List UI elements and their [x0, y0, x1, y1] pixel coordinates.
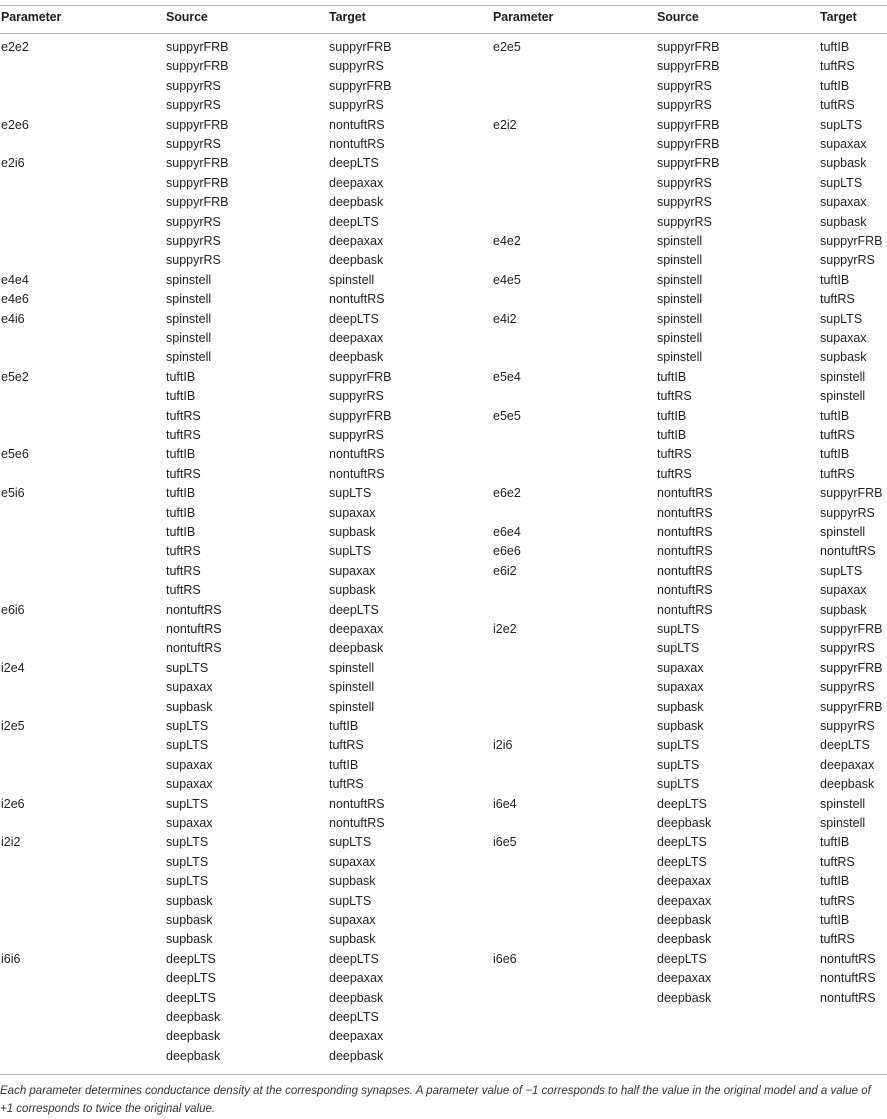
cell-right-parameter: e5e4: [493, 369, 521, 384]
cell-right-source: nontuftRS: [657, 583, 713, 598]
cell-right-target: tuftRS: [820, 98, 855, 113]
cell-right-target: tuftIB: [820, 835, 850, 850]
cell-left-source: supLTS: [166, 738, 209, 753]
cell-right-source: nontuftRS: [657, 486, 713, 501]
cell-left-parameter: e4e6: [1, 292, 29, 307]
cell-left-source: supaxax: [166, 816, 213, 830]
header-parameter-left: Parameter: [1, 10, 62, 24]
cell-left-target: deepbask: [329, 195, 384, 210]
cell-left-source: spinstell: [166, 292, 212, 307]
cell-right-target: suppyrRS: [820, 505, 875, 520]
cell-left-source: tuftRS: [166, 544, 201, 559]
cell-left-target: deepbask: [329, 641, 384, 656]
cell-left-target: supaxax: [329, 505, 376, 520]
cell-right-target: supLTS: [820, 117, 863, 132]
cell-left-target: deepbask: [329, 350, 384, 365]
cell-left-target: nontuftRS: [329, 137, 385, 151]
cell-left-target: deepaxax: [329, 1029, 384, 1044]
cell-right-source: suppyrRS: [657, 175, 712, 190]
cell-left-target: nontuftRS: [329, 466, 385, 481]
cell-right-source: suppyrFRB: [657, 40, 720, 54]
cell-left-source: spinstell: [166, 331, 212, 345]
cell-right-target: suppyrFRB: [820, 234, 883, 248]
cell-right-target: tuftRS: [820, 59, 855, 74]
cell-right-parameter: i6e6: [493, 951, 517, 966]
cell-left-target: spinstell: [329, 272, 375, 287]
cell-left-target: tuftRS: [329, 777, 364, 792]
cell-right-source: deepLTS: [657, 835, 707, 850]
cell-right-parameter: e6e2: [493, 486, 521, 501]
cell-right-target: supLTS: [820, 311, 863, 326]
cell-right-source: supLTS: [657, 738, 700, 753]
cell-right-source: deepaxax: [657, 874, 712, 889]
cell-right-target: suppyrRS: [820, 719, 875, 733]
cell-left-source: nontuftRS: [166, 622, 222, 636]
cell-right-target: supLTS: [820, 563, 863, 578]
cell-right-target: tuftRS: [820, 932, 855, 947]
cell-right-source: deepLTS: [657, 854, 707, 869]
cell-right-source: deepLTS: [657, 796, 707, 811]
cell-right-source: spinstell: [657, 350, 703, 365]
cell-right-source: nontuftRS: [657, 602, 713, 617]
cell-left-target: supbask: [329, 525, 376, 539]
header-target-right: Target: [820, 10, 857, 24]
cell-right-parameter: e2i2: [493, 117, 517, 132]
cell-left-source: suppyrRS: [166, 214, 221, 229]
cell-left-parameter: e2e2: [1, 40, 29, 54]
cell-left-source: suppyrFRB: [166, 59, 229, 74]
cell-left-source: deepbask: [166, 1010, 221, 1024]
cell-right-target: tuftIB: [820, 408, 850, 423]
cell-left-source: spinstell: [166, 311, 212, 326]
cell-right-parameter: i2e2: [493, 622, 517, 636]
cell-left-parameter: i2e6: [1, 796, 25, 811]
cell-left-source: tuftIB: [166, 369, 196, 384]
cell-left-target: deepLTS: [329, 311, 379, 326]
cell-left-source: suppyrRS: [166, 98, 221, 113]
cell-left-source: supLTS: [166, 660, 209, 675]
cell-right-source: tuftRS: [657, 389, 692, 404]
cell-left-source: deepLTS: [166, 990, 216, 1005]
cell-left-target: supaxax: [329, 854, 376, 869]
cell-left-parameter: e4i6: [1, 311, 25, 326]
cell-left-source: supLTS: [166, 854, 209, 869]
cell-right-parameter: e6i2: [493, 563, 517, 578]
cell-left-source: tuftRS: [166, 466, 201, 481]
cell-right-parameter: e4i2: [493, 311, 517, 326]
cell-left-target: deepLTS: [329, 951, 379, 966]
cell-left-target: deepLTS: [329, 156, 379, 171]
cell-left-source: supbask: [166, 913, 213, 927]
cell-left-target: supLTS: [329, 835, 372, 850]
cell-left-target: nontuftRS: [329, 816, 385, 830]
cell-right-target: supbask: [820, 350, 867, 365]
cell-right-target: spinstell: [820, 369, 866, 384]
cell-right-target: tuftRS: [820, 893, 855, 908]
cell-right-target: suppyrFRB: [820, 622, 883, 636]
cell-left-source: tuftRS: [166, 408, 201, 423]
cell-left-target: deepaxax: [329, 175, 384, 190]
cell-left-source: suppyrFRB: [166, 156, 229, 171]
cell-left-source: deepbask: [166, 1048, 221, 1063]
cell-right-target: supbask: [820, 214, 867, 229]
cell-right-source: nontuftRS: [657, 525, 713, 539]
cell-left-target: deepLTS: [329, 602, 379, 617]
cell-right-target: supaxax: [820, 331, 867, 345]
cell-left-source: nontuftRS: [166, 602, 222, 617]
cell-right-source: tuftRS: [657, 447, 692, 462]
cell-left-source: suppyrFRB: [166, 117, 229, 132]
cell-left-target: suppyrRS: [329, 98, 384, 113]
cell-right-source: spinstell: [657, 292, 703, 307]
cell-right-source: tuftIB: [657, 408, 687, 423]
cell-left-target: nontuftRS: [329, 117, 385, 132]
cell-right-target: tuftRS: [820, 466, 855, 481]
cell-left-source: suppyrFRB: [166, 175, 229, 190]
cell-right-source: spinstell: [657, 331, 703, 345]
cell-left-target: supaxax: [329, 913, 376, 927]
cell-right-source: supaxax: [657, 660, 704, 675]
cell-left-parameter: e6i6: [1, 602, 25, 617]
cell-right-source: spinstell: [657, 253, 703, 268]
cell-left-source: supaxax: [166, 777, 213, 792]
cell-right-target: tuftRS: [820, 854, 855, 869]
cell-right-source: spinstell: [657, 311, 703, 326]
cell-left-target: spinstell: [329, 660, 375, 675]
cell-left-source: tuftRS: [166, 583, 201, 598]
cell-left-source: suppyrFRB: [166, 40, 229, 54]
cell-left-source: spinstell: [166, 350, 212, 365]
cell-left-target: deepaxax: [329, 622, 384, 636]
cell-right-target: supLTS: [820, 175, 863, 190]
cell-right-target: nontuftRS: [820, 971, 876, 986]
cell-left-source: nontuftRS: [166, 641, 222, 656]
cell-left-source: deepbask: [166, 1029, 221, 1044]
cell-right-source: supLTS: [657, 622, 700, 636]
cell-right-target: suppyrFRB: [820, 486, 883, 501]
cell-right-source: supLTS: [657, 777, 700, 792]
cell-left-source: spinstell: [166, 272, 212, 287]
cell-right-parameter: e5e5: [493, 408, 521, 423]
cell-left-target: deepaxax: [329, 331, 384, 345]
cell-left-parameter: i2e5: [1, 719, 25, 733]
cell-right-source: deepbask: [657, 932, 712, 947]
cell-right-source: suppyrFRB: [657, 137, 720, 151]
cell-right-source: supLTS: [657, 641, 700, 656]
cell-right-source: supaxax: [657, 680, 704, 695]
table-caption: Each parameter determines conductance density at the corresponding synapses. A parameter value of −1 corresponds to half the value in the original model and a value of +1 corresponds to twice the original value.: [0, 1085, 871, 1115]
cell-right-parameter: i6e4: [493, 796, 517, 811]
cell-left-parameter: e2e6: [1, 117, 29, 132]
table-top-rule: [0, 5, 887, 6]
cell-left-target: suppyrRS: [329, 389, 384, 404]
cell-left-source: supaxax: [166, 680, 213, 695]
cell-left-target: deepaxax: [329, 234, 384, 248]
cell-right-source: suppyrRS: [657, 78, 712, 93]
cell-right-target: tuftRS: [820, 428, 855, 442]
cell-left-source: tuftRS: [166, 563, 201, 578]
cell-right-source: suppyrFRB: [657, 156, 720, 171]
cell-right-target: spinstell: [820, 525, 866, 539]
header-parameter-right: Parameter: [493, 10, 554, 24]
cell-right-parameter: e6e6: [493, 544, 521, 559]
cell-right-target: deepLTS: [820, 738, 870, 753]
cell-left-source: deepLTS: [166, 971, 216, 986]
cell-right-target: tuftIB: [820, 913, 850, 927]
cell-left-source: supbask: [166, 699, 213, 714]
table-bottom-rule: [0, 1074, 887, 1075]
cell-left-source: tuftIB: [166, 505, 196, 520]
cell-left-parameter: i2e4: [1, 660, 25, 675]
cell-right-parameter: e6e4: [493, 525, 521, 539]
cell-left-parameter: e4e4: [1, 272, 29, 287]
cell-right-target: tuftRS: [820, 292, 855, 307]
cell-right-target: spinstell: [820, 389, 866, 404]
cell-right-source: tuftIB: [657, 369, 687, 384]
cell-right-source: suppyrRS: [657, 195, 712, 210]
cell-right-source: suppyrFRB: [657, 117, 720, 132]
cell-right-target: tuftIB: [820, 78, 850, 93]
cell-left-parameter: e2i6: [1, 156, 25, 171]
cell-right-target: nontuftRS: [820, 544, 876, 559]
cell-left-target: spinstell: [329, 680, 375, 695]
cell-left-source: deepLTS: [166, 951, 216, 966]
cell-right-target: supaxax: [820, 583, 867, 598]
cell-left-parameter: e5i6: [1, 486, 25, 501]
cell-right-parameter: e4e2: [493, 234, 521, 248]
cell-left-target: suppyrRS: [329, 59, 384, 74]
cell-left-source: tuftIB: [166, 525, 196, 539]
cell-right-parameter: i6e5: [493, 835, 517, 850]
cell-left-target: deepLTS: [329, 214, 379, 229]
cell-left-target: suppyrFRB: [329, 369, 392, 384]
cell-right-source: nontuftRS: [657, 563, 713, 578]
cell-right-source: spinstell: [657, 234, 703, 248]
cell-left-parameter: e5e2: [1, 369, 29, 384]
cell-right-target: supbask: [820, 602, 867, 617]
cell-left-source: suppyrFRB: [166, 195, 229, 210]
cell-left-target: deepbask: [329, 1048, 384, 1063]
cell-left-source: tuftIB: [166, 389, 196, 404]
cell-left-source: supbask: [166, 932, 213, 947]
cell-left-target: tuftIB: [329, 757, 359, 772]
cell-left-target: supbask: [329, 932, 376, 947]
cell-right-target: nontuftRS: [820, 951, 876, 966]
cell-right-source: supbask: [657, 719, 704, 733]
cell-left-target: suppyrFRB: [329, 40, 392, 54]
cell-left-target: supbask: [329, 874, 376, 889]
cell-right-source: spinstell: [657, 272, 703, 287]
cell-left-source: supLTS: [166, 796, 209, 811]
cell-right-target: suppyrRS: [820, 641, 875, 656]
cell-left-target: supLTS: [329, 893, 372, 908]
cell-left-source: tuftIB: [166, 447, 196, 462]
cell-left-target: supLTS: [329, 544, 372, 559]
cell-right-target: tuftIB: [820, 447, 850, 462]
cell-right-source: suppyrRS: [657, 214, 712, 229]
cell-left-target: deepLTS: [329, 1010, 379, 1024]
cell-left-target: spinstell: [329, 699, 375, 714]
cell-right-source: deepLTS: [657, 951, 707, 966]
cell-left-target: nontuftRS: [329, 447, 385, 462]
cell-left-source: tuftRS: [166, 428, 201, 442]
cell-right-target: tuftIB: [820, 272, 850, 287]
cell-left-target: deepbask: [329, 253, 384, 268]
cell-right-target: suppyrFRB: [820, 699, 883, 714]
cell-left-target: deepbask: [329, 990, 384, 1005]
cell-right-source: nontuftRS: [657, 544, 713, 559]
cell-left-target: supLTS: [329, 486, 372, 501]
cell-right-source: suppyrRS: [657, 98, 712, 113]
cell-right-target: supaxax: [820, 195, 867, 210]
cell-left-source: supaxax: [166, 757, 213, 772]
cell-right-source: supbask: [657, 699, 704, 714]
cell-right-parameter: i2i6: [493, 738, 513, 753]
header-source-right: Source: [657, 10, 699, 24]
cell-right-target: tuftIB: [820, 874, 850, 889]
cell-left-source: supLTS: [166, 835, 209, 850]
cell-left-target: deepaxax: [329, 971, 384, 986]
cell-right-parameter: e4e5: [493, 272, 521, 287]
cell-right-target: nontuftRS: [820, 990, 876, 1005]
cell-left-source: suppyrRS: [166, 78, 221, 93]
cell-right-target: suppyrRS: [820, 253, 875, 268]
cell-left-parameter: i6i6: [1, 951, 21, 966]
header-target-left: Target: [329, 10, 366, 24]
cell-right-target: tuftIB: [820, 40, 850, 54]
cell-right-source: deepbask: [657, 816, 712, 830]
cell-right-target: spinstell: [820, 796, 866, 811]
cell-left-source: supLTS: [166, 719, 209, 733]
cell-right-target: deepaxax: [820, 757, 875, 772]
cell-right-source: deepaxax: [657, 893, 712, 908]
cell-left-target: tuftIB: [329, 719, 359, 733]
header-rule: [0, 33, 887, 34]
cell-left-target: nontuftRS: [329, 292, 385, 307]
cell-right-source: deepbask: [657, 990, 712, 1005]
cell-left-target: supbask: [329, 583, 376, 598]
cell-left-source: suppyrRS: [166, 234, 221, 248]
cell-left-target: suppyrFRB: [329, 408, 392, 423]
cell-left-parameter: e5e6: [1, 447, 29, 462]
cell-left-source: supbask: [166, 893, 213, 908]
cell-right-source: tuftRS: [657, 466, 692, 481]
cell-left-source: tuftIB: [166, 486, 196, 501]
cell-right-source: supLTS: [657, 757, 700, 772]
cell-right-target: spinstell: [820, 816, 866, 830]
cell-left-source: suppyrRS: [166, 137, 221, 151]
cell-left-parameter: i2i2: [1, 835, 21, 850]
cell-left-target: suppyrFRB: [329, 78, 392, 93]
cell-left-target: supaxax: [329, 563, 376, 578]
cell-right-source: suppyrFRB: [657, 59, 720, 74]
cell-right-source: nontuftRS: [657, 505, 713, 520]
cell-left-source: supLTS: [166, 874, 209, 889]
cell-right-target: suppyrFRB: [820, 660, 883, 675]
cell-left-target: suppyrRS: [329, 428, 384, 442]
cell-right-source: tuftIB: [657, 428, 687, 442]
cell-left-target: tuftRS: [329, 738, 364, 753]
header-source-left: Source: [166, 10, 208, 24]
cell-right-source: deepbask: [657, 913, 712, 927]
cell-right-target: suppyrRS: [820, 680, 875, 695]
cell-right-source: deepaxax: [657, 971, 712, 986]
cell-right-parameter: e2e5: [493, 40, 521, 54]
cell-right-target: deepbask: [820, 777, 875, 792]
cell-left-source: suppyrRS: [166, 253, 221, 268]
cell-right-target: supaxax: [820, 137, 867, 151]
cell-right-target: supbask: [820, 156, 867, 171]
cell-left-target: nontuftRS: [329, 796, 385, 811]
